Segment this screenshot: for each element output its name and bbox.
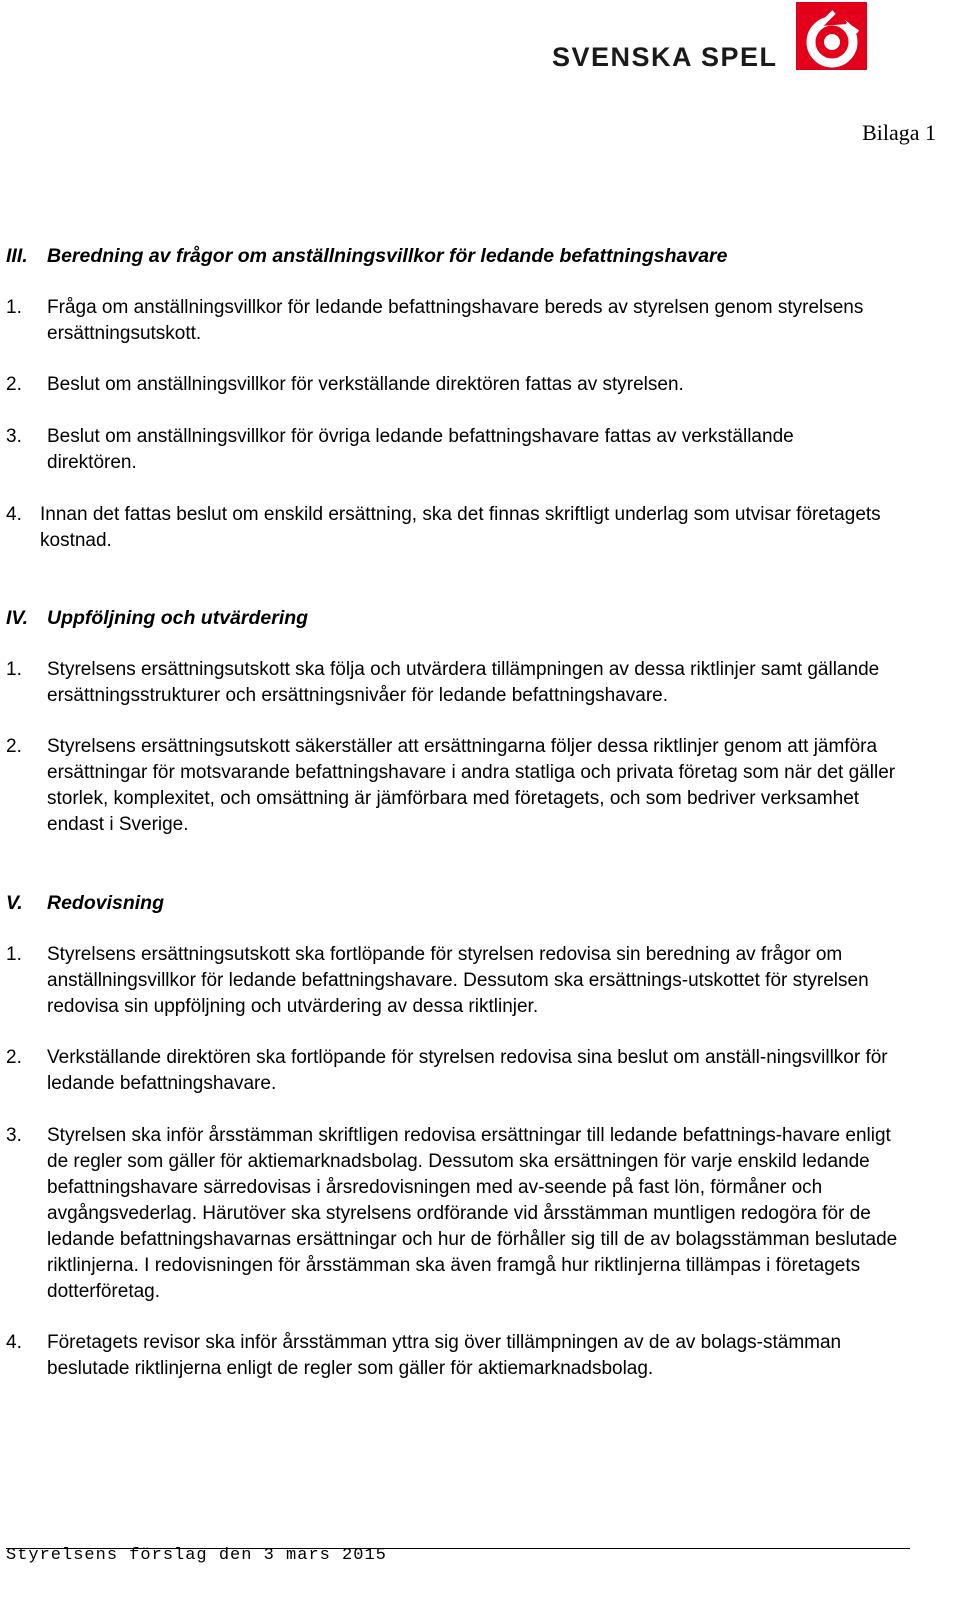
footer-text: Styrelsens förslag den 3 mars 2015 [6, 1546, 387, 1565]
section-number: III. [6, 245, 28, 267]
item-number: 3. [6, 426, 22, 447]
item-text: Verkställande direktören ska fortlöpande för styrelsen redovisa sina beslut om anställ-ningsvillkor för ledande befattningshavare. [47, 1047, 888, 1094]
list-item [6, 942, 916, 1020]
item-text: Innan det fattas beslut om enskild ersättning, ska det finnas skriftligt underlag som utvisar företagets kostnad. [40, 504, 881, 551]
item-number: 1. [6, 297, 22, 318]
item-number: 1. [6, 659, 22, 680]
section-title: Beredning av frågor om anställningsvillkor för ledande befattningshavare [47, 245, 728, 267]
section-number: V. [6, 892, 23, 914]
item-text: Beslut om anställningsvillkor för övriga ledande befattningshavare fattas av verkställande direktören. [47, 426, 794, 473]
item-text: Styrelsens ersättningsutskott ska fortlöpande för styrelsen redovisa sin beredning av frågor om anställningsvillkor för ledande befattningshavare. Dessutom ska ersättnings-utskottet för styrelsen redovisa sin uppföljning och utvärdering av dessa riktlinjer. [47, 944, 869, 1017]
item-text: Beslut om anställningsvillkor för verkställande direktören fattas av styrelsen. [47, 374, 684, 395]
svenska-spel-logo [552, 0, 872, 72]
item-number: 2. [6, 1047, 22, 1068]
item-number: 4. [6, 1332, 22, 1353]
item-text: Fråga om anställningsvillkor för ledande befattningshavare bereds av styrelsen genom styrelsens ersättningsutskott. [47, 297, 864, 344]
list-item [6, 1045, 916, 1097]
logo-text: SVENSKA SPEL [552, 42, 778, 72]
item-number: 2. [6, 736, 22, 757]
section-title: Uppföljning och utvärdering [47, 607, 309, 629]
item-number: 2. [6, 374, 22, 395]
item-text: Styrelsen ska inför årsstämman skriftligen redovisa ersättningar till ledande befattnings-havare enligt de regler som gäller för aktiemarknadsbolag. Dessutom ska ersättningen för varje enskild ledande befattningshavare särredovisas i årsredovisningen med av-seende på fast lön, förmåner och avgångsvederlag. Härutöver ska styrelsens ordförande vid årsstämman muntligen redogöra för de ledande befattningshavarnas ersättningar och hur de förhåller sig till de av bolagsstämman beslutade riktlinjerna. I redovisningen för årsstämman ska även framgå hur riktlinjerna tillämpas i företagets dotterföretag. [47, 1125, 898, 1302]
section-heading [6, 890, 164, 916]
list-item [6, 657, 916, 709]
section-title: Redovisning [47, 892, 165, 914]
list-item [6, 502, 916, 554]
list-item [6, 1123, 916, 1305]
section-heading [6, 605, 308, 631]
section-heading [6, 243, 727, 269]
list-item [6, 424, 806, 476]
item-text: Styrelsens ersättningsutskott säkerställer att ersättningarna följer dessa riktlinjer genom att jämföra ersättningar för motsvarande befattningshavare i andra statliga och privata företag som när det gäller storlek, komplexitet, och omsättning är jämförbara med företagets, och som bedriver verksamhet endast i Sverige. [47, 736, 896, 835]
appendix-label: Bilaga 1 [862, 120, 936, 145]
item-number: 1. [6, 944, 22, 965]
item-text: Företagets revisor ska inför årsstämman yttra sig över tillämpningen av de av bolags-stämman beslutade riktlinjerna enligt de regler som gäller för aktiemarknadsbolag. [47, 1332, 842, 1379]
list-item [6, 1330, 916, 1382]
svenska-spel-crown-icon [796, 2, 867, 70]
item-number: 4. [6, 504, 22, 525]
list-item [6, 372, 916, 398]
item-text: Styrelsens ersättningsutskott ska följa och utvärdera tillämpningen av dessa riktlinjer samt gällande ersättningsstrukturer och ersättningsnivåer för ledande befattningshavare. [47, 659, 880, 706]
section-number: IV. [6, 607, 29, 629]
item-number: 3. [6, 1125, 22, 1146]
list-item [6, 295, 916, 347]
list-item [6, 734, 916, 838]
